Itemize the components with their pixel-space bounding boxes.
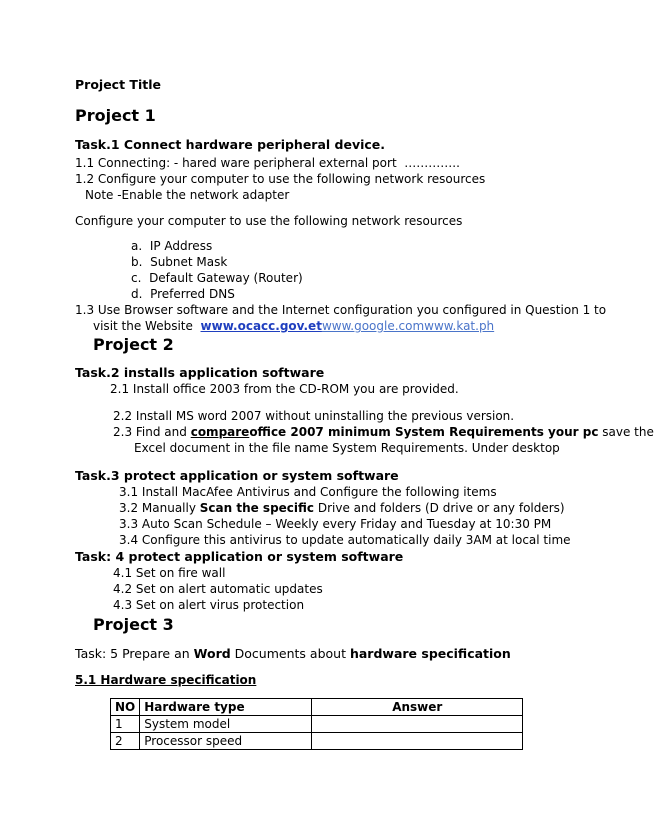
- task-3-heading: Task.3 protect application or system software: [75, 468, 399, 483]
- table-row: [111, 733, 523, 750]
- item-4-3: 4.3 Set on alert virus protection: [113, 598, 305, 612]
- task-4-heading: Task: 4 protect application or system software: [75, 549, 404, 564]
- cell-no: 1: [111, 716, 140, 733]
- item-2-3-cont: Excel document in the file name System Requirements. Under desktop: [134, 441, 560, 455]
- item-1-1-text: 1.1 Connecting: - hared ware peripheral external port: [75, 156, 397, 170]
- section-5-1-heading: 5.1 Hardware specification: [75, 673, 257, 687]
- item-4-1: 4.1 Set on fire wall: [113, 566, 226, 580]
- cell-hardware-type: Processor speed: [140, 733, 312, 750]
- item-3-2: 3.2 Manually Scan the specific Drive and folders (D drive or any folders): [119, 501, 565, 515]
- item-1-2: 1.2 Configure your computer to use the following network resources: [75, 172, 486, 186]
- list-item: b. Subnet Mask: [131, 255, 228, 269]
- cell-answer[interactable]: [312, 733, 523, 750]
- item-4-2: 4.2 Set on alert automatic updates: [113, 582, 323, 596]
- compare-word: compare: [190, 425, 250, 439]
- project-1-heading: Project 1: [75, 106, 156, 125]
- table-row: [111, 716, 523, 733]
- col-no-header: NO: [111, 699, 140, 716]
- cell-answer[interactable]: [312, 716, 523, 733]
- col-hardware-type-header: Hardware type: [140, 699, 312, 716]
- project-2-heading: Project 2: [93, 335, 174, 354]
- list-item: a. IP Address: [131, 239, 213, 253]
- task-5-heading: Task: 5 Prepare an Word Documents about hardware specification: [75, 646, 511, 661]
- item-2-2: 2.2 Install MS word 2007 without uninstalling the previous version.: [113, 409, 515, 423]
- table-header-row: [111, 699, 523, 716]
- cell-no: 2: [111, 733, 140, 750]
- project-title: Project Title: [75, 77, 161, 92]
- list-item: d. Preferred DNS: [131, 287, 235, 301]
- item-2-1: 2.1 Install office 2003 from the CD-ROM you are provided.: [110, 382, 459, 396]
- configure-line: Configure your computer to use the following network resources: [75, 214, 463, 228]
- hardware-spec-table: [110, 698, 523, 750]
- ocacc-link[interactable]: www.ocacc.gov.et: [200, 319, 322, 333]
- item-1-3: 1.3 Use Browser software and the Internet configuration you configured in Question 1 to: [75, 303, 607, 317]
- item-2-3: 2.3 Find and compareoffice 2007 minimum System Requirements your pc save the: [113, 425, 654, 439]
- google-kat-link[interactable]: www.google.comwww.kat.ph: [321, 319, 495, 333]
- task-1-heading: Task.1 Connect hardware peripheral device.: [75, 137, 386, 152]
- cell-hardware-type: System model: [140, 716, 312, 733]
- task-2-heading: Task.2 installs application software: [75, 365, 325, 380]
- visit-prefix: visit the Website: [93, 319, 193, 333]
- visit-line: [93, 319, 494, 333]
- note-line: Note -Enable the network adapter: [85, 188, 290, 202]
- item-3-4: 3.4 Configure this antivirus to update automatically daily 3AM at local time: [119, 533, 571, 547]
- item-1-1-dots: …………..: [404, 156, 460, 170]
- item-3-1: 3.1 Install MacAfee Antivirus and Configure the following items: [119, 485, 497, 499]
- item-3-3: 3.3 Auto Scan Schedule – Weekly every Friday and Tuesday at 10:30 PM: [119, 517, 552, 531]
- item-1-1: [75, 156, 460, 170]
- col-answer-header: Answer: [312, 699, 523, 716]
- list-item: c. Default Gateway (Router): [131, 271, 303, 285]
- project-3-heading: Project 3: [93, 615, 174, 634]
